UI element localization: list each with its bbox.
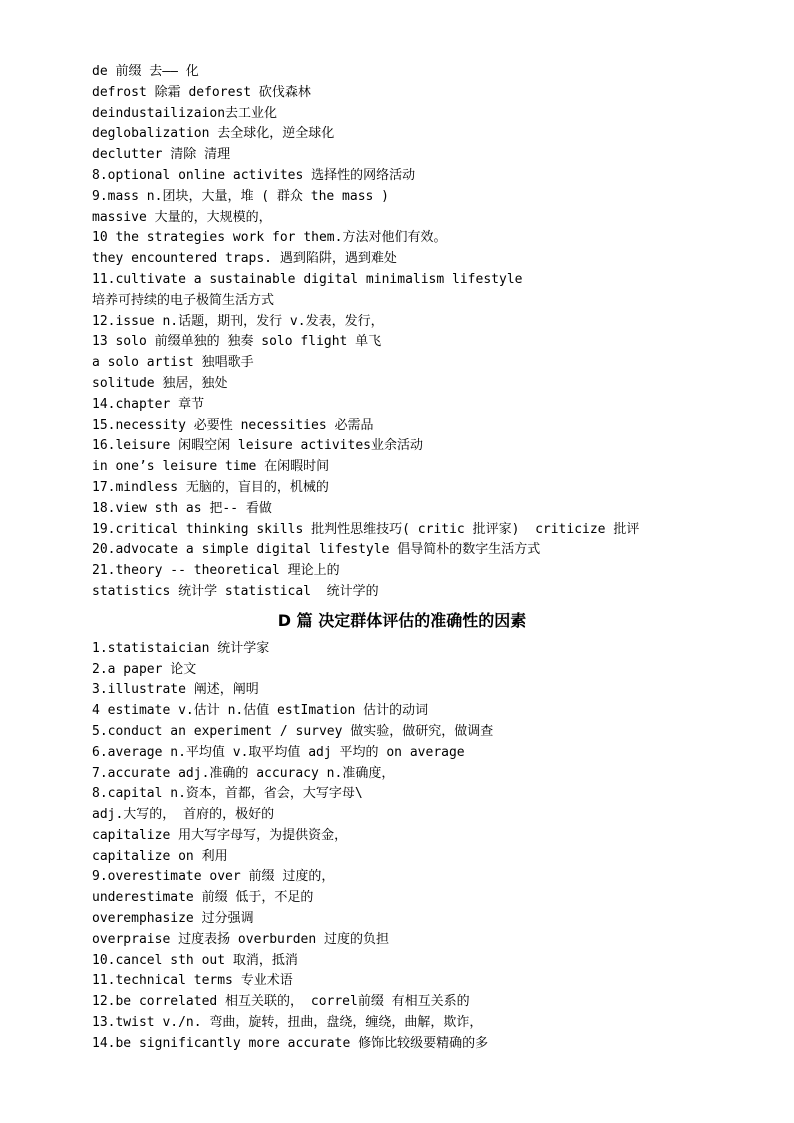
text-line: in one’s leisure time 在闲暇时间	[92, 459, 330, 475]
text-line: deglobalization 去全球化，逆全球化	[92, 126, 335, 142]
text-line: 18.view sth as 把-- 看做	[92, 500, 272, 516]
text-line: 2.a paper 论文	[92, 661, 197, 677]
text-line: 12.be correlated 相互关联的， correl前缀 有相互关系的	[92, 994, 470, 1010]
text-line: 12.issue n.话题，期刊，发行 v.发表，发行，	[92, 313, 384, 329]
text-line: 1.statistaician 统计学家	[92, 640, 270, 656]
text-line: 19.critical thinking skills 批判性思维技巧( critic 批评家) criticize 批评	[92, 521, 640, 537]
text-line: 培养可持续的电子极简生活方式	[92, 292, 275, 308]
text-line: 7.accurate adj.准确的 accuracy n.准确度，	[92, 765, 395, 781]
document-page	[92, 62, 732, 1055]
text-line: 10 the strategies work for them.方法对他们有效。	[92, 230, 447, 246]
text-line: de 前缀 去—— 化	[92, 64, 199, 79]
text-line: 15.necessity 必要性 necessities 必需品	[92, 417, 374, 433]
text-line: 8.capital n.资本，首都，省会，大写字母\	[92, 786, 363, 802]
text-line: 3.illustrate 阐述，阐明	[92, 682, 259, 698]
text-line: declutter 清除 清理	[92, 147, 231, 163]
text-line: 11.cultivate a sustainable digital minimalism lifestyle	[92, 271, 523, 287]
text-line: 14.chapter 章节	[92, 396, 205, 412]
text-line: solitude 独居，独处	[92, 375, 228, 391]
text-line: 13 solo 前缀单独的 独奏 solo flight 单飞	[92, 334, 382, 350]
text-line: a solo artist 独唱歌手	[92, 355, 254, 371]
section-c-list	[92, 62, 732, 603]
text-line: 17.mindless 无脑的，盲目的，机械的	[92, 479, 329, 495]
text-line: 16.leisure 闲暇空闲 leisure activites业余活动	[92, 438, 423, 454]
section-d-list	[92, 639, 732, 1055]
text-line: overpraise 过度表扬 overburden 过度的负担	[92, 931, 390, 947]
text-line: 20.advocate a simple digital lifestyle 倡导简朴的数字生活方式	[92, 542, 541, 558]
text-line: massive 大量的，大规模的，	[92, 209, 272, 225]
text-line: statistics 统计学 statistical 统计学的	[92, 583, 379, 599]
text-line: capitalize 用大写字母写，为提供资金，	[92, 827, 348, 843]
text-line: 14.be significantly more accurate 修饰比较级要精确的多	[92, 1035, 489, 1051]
text-line: deindustailizaion去工业化	[92, 105, 278, 121]
text-line: 10.cancel sth out 取消，抵消	[92, 952, 298, 968]
text-line: 9.mass n.团块，大量，堆 ( 群众 the mass )	[92, 188, 390, 204]
text-line: 4 estimate v.估计 n.估值 estImation 估计的动词	[92, 703, 429, 719]
text-line: defrost 除霜 deforest 砍伐森林	[92, 84, 311, 100]
text-line: 13.twist v./n. 弯曲，旋转，扭曲，盘绕，缠绕，曲解，欺诈，	[92, 1015, 483, 1031]
text-line: 5.conduct an experiment / survey 做实验，做研究，做调查	[92, 723, 494, 739]
text-line: they encountered traps. 遇到陷阱，遇到难处	[92, 251, 397, 267]
text-line: 6.average n.平均值 v.取平均值 adj 平均的 on average	[92, 744, 465, 760]
section-d-heading: D 篇 决定群体评估的准确性的因素	[277, 610, 527, 630]
text-line: 8.optional online activites 选择性的网络活动	[92, 167, 416, 183]
text-line: underestimate 前缀 低于，不足的	[92, 890, 314, 906]
text-line: capitalize on 利用	[92, 848, 228, 864]
text-line: 21.theory -- theoretical 理论上的	[92, 563, 340, 579]
text-line: 9.overestimate over 前缀 过度的，	[92, 869, 335, 885]
text-line: adj.大写的， 首府的，极好的	[92, 807, 275, 823]
text-line: 11.technical terms 专业术语	[92, 973, 293, 989]
text-line: overemphasize 过分强调	[92, 911, 254, 927]
